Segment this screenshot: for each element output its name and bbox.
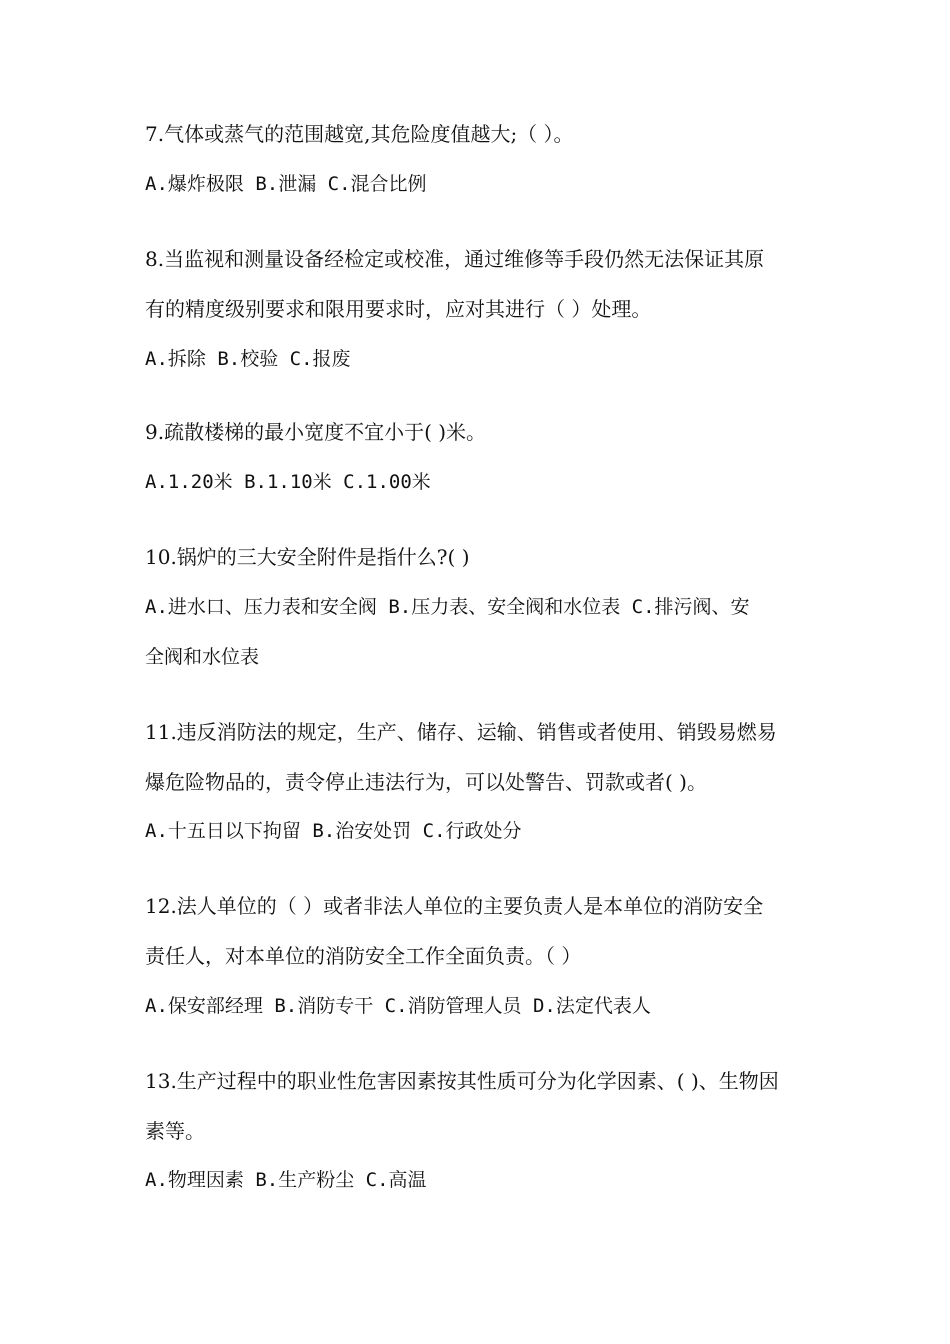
question-12-text-line-1: 12.法人单位的（ ）或者非法人单位的主要负责人是本单位的消防安全 [145,894,764,918]
question-11-options: A.十五日以下拘留 B.治安处罚 C.行政处分 [145,820,522,842]
question-13-text-line-1: 13.生产过程中的职业性危害因素按其性质可分为化学因素、( )、生物因 [145,1069,779,1093]
question-8-text-line-1: 8.当监视和测量设备经检定或校准，通过维修等手段仍然无法保证其原 [145,247,765,271]
question-13-text-line-2: 素等。 [145,1119,205,1143]
question-9-options: A.1.20米 B.1.10米 C.1.00米 [145,471,431,493]
question-10-options-line-1: A.进水口、压力表和安全阀 B.压力表、安全阀和水位表 C.排污阀、安 [145,596,750,618]
question-12-options: A.保安部经理 B.消防专干 C.消防管理人员 D.法定代表人 [145,995,651,1017]
question-9-text: 9.疏散楼梯的最小宽度不宜小于( )米。 [145,420,487,444]
question-11-text-line-2: 爆危险物品的，责令停止违法行为，可以处警告、罚款或者( )。 [145,770,707,794]
question-7-text: 7.气体或蒸气的范围越宽,其危险度值越大;（ ）。 [145,122,574,146]
question-13-options: A.物理因素 B.生产粉尘 C.高温 [145,1169,427,1191]
question-10-options-line-2: 全阀和水位表 [145,646,260,668]
question-11-text-line-1: 11.违反消防法的规定，生产、储存、运输、销售或者使用、销毁易燃易 [145,720,777,744]
question-8-text-line-2: 有的精度级别要求和限用要求时，应对其进行（ ）处理。 [145,297,652,321]
question-12-text-line-2: 责任人，对本单位的消防安全工作全面负责。（ ） [145,944,582,968]
question-7-options: A.爆炸极限 B.泄漏 C.混合比例 [145,173,427,195]
question-10-text: 10.锅炉的三大安全附件是指什么?( ) [145,545,470,569]
question-8-options: A.拆除 B.校验 C.报废 [145,348,351,370]
